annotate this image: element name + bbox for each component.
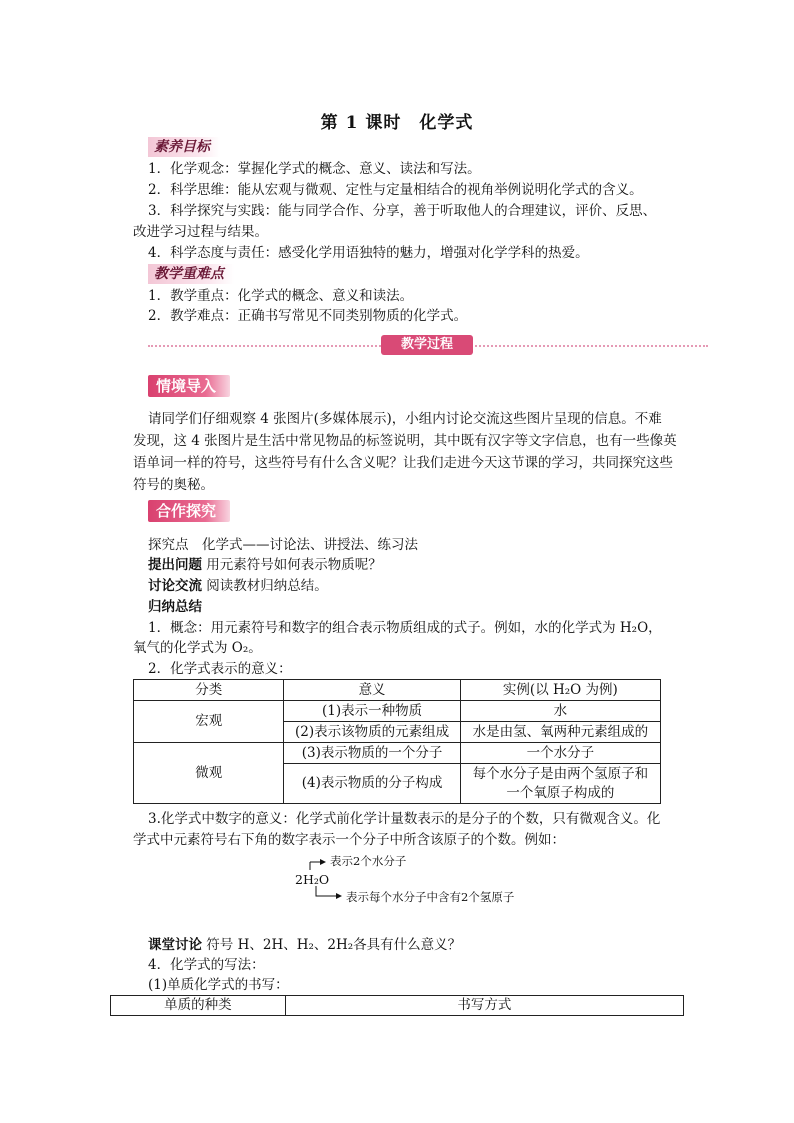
intro-line: 语单词一样的符号，这些符号有什么含义呢？让我们走进今天这节课的学习，共同探究这些	[133, 455, 673, 471]
numbers-line: 3.化学式中数字的意义：化学式前化学计量数表示的是分子的个数，只有微观含义。化	[148, 811, 661, 827]
summary-label: 归纳总结	[148, 599, 202, 615]
explore-point: 探究点 化学式——讨论法、讲授法、练习法	[148, 537, 418, 553]
meaning-title: 2．化学式表示的意义：	[148, 661, 292, 677]
class-discuss-label: 课堂讨论	[148, 937, 202, 953]
question-line	[148, 555, 382, 575]
table-cell: 水是由氢、氧两种元素组成的	[460, 722, 660, 743]
table-cell-line: 每个水分子是由两个氢原子和	[472, 765, 649, 782]
section-label-keypoints: 教学重难点	[148, 264, 234, 284]
discuss-text: 阅读教材归纳总结。	[202, 578, 328, 594]
concept-line: 1．概念：用元素符号和数字的组合表示物质组成的式子。例如，水的化学式为 H₂O，	[148, 620, 662, 636]
table-cell: (1)表示一种物质	[284, 701, 460, 722]
writing-title: 4．化学式的写法：	[148, 957, 265, 973]
section-label-goals: 素养目标	[148, 137, 220, 157]
keypoint-line: 2．教学难点：正确书写常见不同类别物质的化学式。	[148, 308, 468, 324]
goal-line: 3．科学探究与实践：能与同学合作、分享，善于听取他人的合理建议，评价、反思、	[148, 203, 657, 219]
section-label-intro: 情境导入	[148, 375, 230, 397]
discuss-line	[148, 576, 328, 596]
element-table	[110, 995, 684, 1016]
goal-line: 1．化学观念：掌握化学式的概念、意义、读法和写法。	[148, 161, 481, 177]
goal-line: 2．科学思维：能从宏观与微观、定性与定量相结合的视角举例说明化学式的含义。	[148, 182, 643, 198]
question-label: 提出问题	[148, 557, 202, 573]
diagram-arrowhead-bottom	[336, 893, 342, 899]
table-cell: 一个水分子	[460, 743, 660, 764]
table-header: 书写方式	[285, 996, 683, 1016]
goal-line: 改进学习过程与结果。	[133, 224, 268, 240]
diagram-label-top: 表示2个水分子	[330, 854, 407, 868]
discuss-label: 讨论交流	[148, 578, 202, 594]
table-cell: (4)表示物质的分子构成	[284, 764, 460, 804]
table-header: 实例(以 H₂O 为例)	[460, 680, 660, 701]
goal-line: 4．科学态度与责任：感受化学用语独特的魅力，增强对化学学科的热爱。	[148, 245, 589, 261]
concept-line: 氧气的化学式为 O₂。	[133, 640, 262, 656]
diagram-formula: 2H₂O	[295, 872, 330, 887]
diagram-arrow-bottom	[316, 886, 336, 896]
section-label-coop: 合作探究	[148, 500, 230, 522]
process-badge: 教学过程	[381, 335, 473, 355]
intro-line: 请同学们仔细观察 4 张图片(多媒体展示)，小组内讨论交流这些图片呈现的信息。不难	[148, 411, 662, 427]
writing-sub: (1)单质化学式的书写：	[148, 977, 289, 993]
table-header: 单质的种类	[111, 996, 286, 1016]
keypoint-line: 1．教学重点：化学式的概念、意义和读法。	[148, 288, 414, 304]
table-header: 分类	[134, 680, 284, 701]
numbers-line: 学式中元素符号右下角的数字表示一个分子中所含该原子的个数。例如：	[133, 832, 565, 848]
table-cell	[460, 764, 660, 804]
page-title: 第 1 课时 化学式	[320, 113, 474, 133]
intro-line: 发现，这 4 张图片是生活中常见物品的标签说明，其中既有汉字等文字信息，也有一些像英	[133, 433, 677, 449]
table-cell: (2)表示该物质的元素组成	[284, 722, 460, 743]
diagram-label-bottom: 表示每个水分子中含有2个氢原子	[346, 890, 515, 904]
meaning-table	[133, 679, 661, 804]
table-cell: 水	[460, 701, 660, 722]
table-cell: (3)表示物质的一个分子	[284, 743, 460, 764]
diagram-arrowhead-top	[320, 859, 326, 865]
table-header: 意义	[284, 680, 460, 701]
table-cell-micro: 微观	[134, 743, 284, 804]
question-text: 用元素符号如何表示物质呢？	[202, 557, 382, 573]
table-cell-line: 一个氧原子构成的	[506, 784, 615, 801]
class-discuss-line	[148, 935, 461, 955]
intro-line: 符号的奥秘。	[133, 477, 214, 493]
class-discuss-text: 符号 H、2H、H₂、2H₂各具有什么意义？	[202, 937, 462, 953]
table-cell-macro: 宏观	[134, 701, 284, 743]
